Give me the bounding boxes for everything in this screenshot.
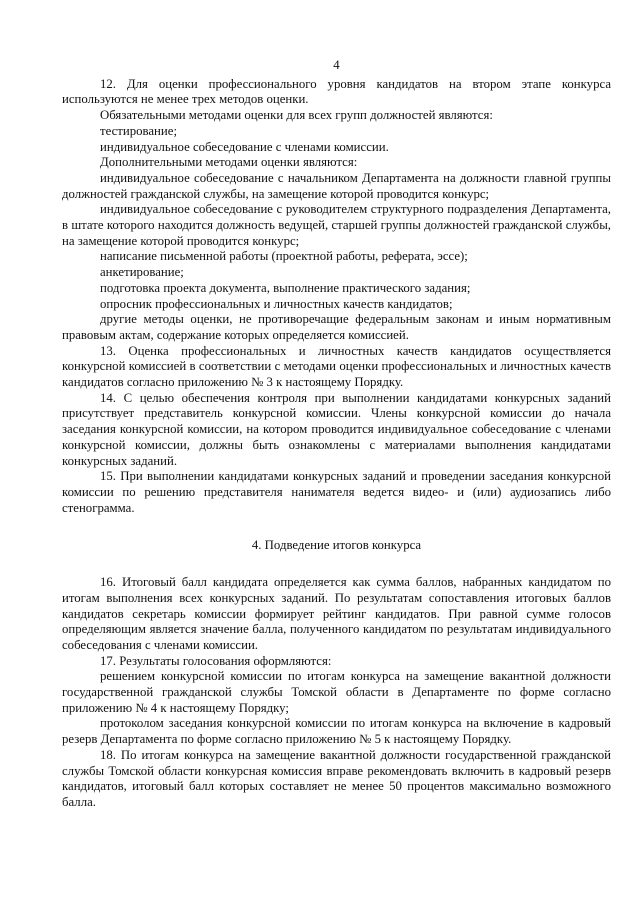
list-item: решением конкурсной комиссии по итогам конкурса на замещение вакантной должности государственной гражданской службы Томской области в Департаменте по форме согласно приложению № 4 к настоящему Порядку; (62, 669, 611, 715)
list-item: тестирование; (100, 123, 177, 138)
paragraph: 12. Для оценки профессионального уровня кандидатов на втором этапе конкурса используются не менее трех методов оценки. (62, 76, 611, 107)
paragraph: Дополнительными методами оценки являются: (100, 155, 358, 170)
paragraph: 13. Оценка профессиональных и личностных качеств кандидатов осуществляется конкурсной комиссией в соответствии с методами оценки профессиональных и личностных качеств кандидатов согласно приложению № 3 к настоящему Порядку. (62, 343, 611, 390)
document-page (62, 58, 611, 811)
section-title: 4. Подведение итогов конкурса (251, 538, 422, 553)
list-item: протоколом заседания конкурсной комиссии по итогам конкурса на включение в кадровый резерв Департамента по форме согласно приложению № 5 к настоящему Порядку. (62, 716, 611, 747)
list-item: индивидуальное собеседование с членами комиссии. (100, 139, 389, 154)
list-item: анкетирование; (100, 265, 184, 280)
list-item: подготовка проекта документа, выполнение практического задания; (100, 280, 471, 295)
list-item: другие методы оценки, не противоречащие федеральным законам и иным нормативным правовым актам, содержание которых определяется комиссией. (62, 312, 611, 342)
paragraph: Обязательными методами оценки для всех групп должностей являются: (100, 108, 493, 123)
paragraph: 15. При выполнении кандидатами конкурсных заданий и проведении заседания конкурсной комиссии по решению представителя нанимателя ведется видео- и (или) аудиозапись либо стенограмма. (62, 469, 611, 515)
list-item: опросник профессиональных и личностных качеств кандидатов; (100, 296, 453, 311)
page-number: 4 (333, 58, 340, 72)
list-item: написание письменной работы (проектной работы, реферата, эссе); (100, 249, 468, 264)
list-item: индивидуальное собеседование с руководителем структурного подразделения Департамента, в штате которого находится должность ведущей, старшей группы должностей гражданской службы, на замещение которой проводится конкурс; (62, 202, 611, 248)
paragraph: 16. Итоговый балл кандидата определяется как сумма баллов, набранных кандидатом по итогам выполнения всех конкурсных заданий. По результатам сопоставления итоговых баллов кандидатов секретарь комиссии формирует рейтинг кандидатов. При равной сумме голосов определяющим является значение балла, полученного кандидатом по результатам индивидуального собеседования с членами комиссии. (62, 575, 611, 652)
paragraph: 17. Результаты голосования оформляются: (100, 653, 332, 668)
list-item: индивидуальное собеседование с начальником Департамента на должности главной группы должностей гражданской службы, на замещение которой проводится конкурс; (62, 170, 611, 201)
paragraph: 18. По итогам конкурса на замещение вакантной должности государственной гражданской службы Томской области конкурсная комиссия вправе рекомендовать включить в кадровый резерв кандидатов, итоговый балл которых составляет не менее 50 процентов максимально возможного балла. (62, 747, 611, 809)
paragraph: 14. С целью обеспечения контроля при выполнении кандидатами конкурсных заданий присутствует представитель конкурсной комиссии. Члены конкурсной комиссии до начала заседания конкурсной комиссии, на котором проводится индивидуальное собеседование с членами конкурсной комиссии, должны быть ознакомлены с материалами выполнения кандидатами конкурсных заданий. (62, 390, 611, 468)
